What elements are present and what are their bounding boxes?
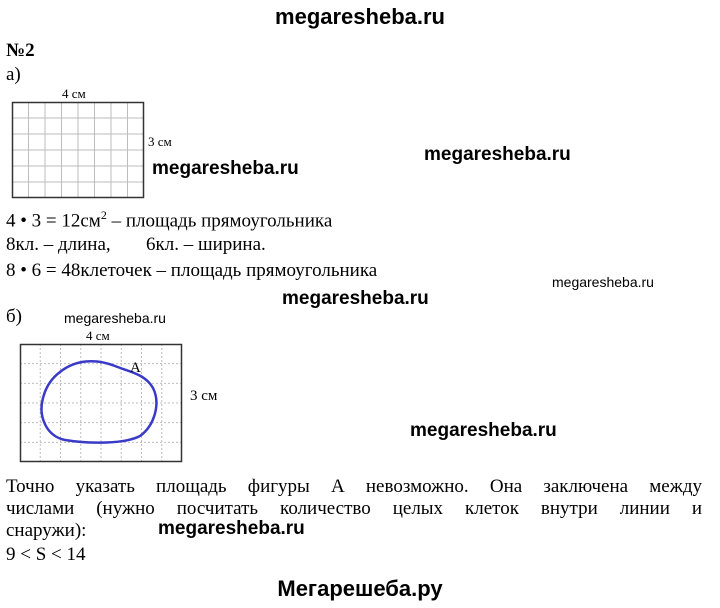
part-b-height-label: 3 см: [190, 388, 218, 404]
part-b-label: б): [6, 306, 22, 327]
part-b-paragraph-line2: числами (нужно посчитать количество целых клеток внутри линии и: [6, 498, 702, 519]
part-a-label: а): [6, 64, 21, 85]
part-b-rectangle-grid: [20, 344, 182, 462]
part-a-rectangle-grid: [12, 102, 144, 198]
part-a-line2-right: 6кл. – ширина.: [146, 234, 266, 255]
watermark-2: megaresheba.ru: [424, 144, 571, 165]
part-a-width-label: 4 см: [62, 86, 86, 101]
part-b-paragraph-line1: Точно указать площадь фигуры А невозможно. Она заключена между: [6, 476, 702, 497]
watermark-1: megaresheba.ru: [152, 158, 299, 179]
part-a-height-label: 3 см: [148, 134, 172, 149]
part-a-line2-left: 8кл. – длина,: [6, 234, 111, 255]
header-watermark: megaresheba.ru: [275, 4, 445, 29]
part-a-line1: 4 • $3 = 12см^2$ – площадь прямоугольника: [6, 208, 333, 232]
figure-a-label: А: [130, 360, 141, 376]
watermark-7: megaresheba.ru: [158, 518, 305, 539]
watermark-3: megaresheba.ru: [552, 274, 654, 290]
part-b-width-label: 4 см: [86, 328, 110, 343]
inequality: 9 < S < 14: [6, 544, 86, 565]
watermark-6: megaresheba.ru: [410, 420, 557, 441]
watermark-5: megaresheba.ru: [64, 310, 166, 326]
part-b-paragraph-line3: снаружи):: [6, 520, 87, 541]
watermark-4: megaresheba.ru: [282, 288, 429, 309]
part-a-line3: 8 • 6 = 48клеточек – площадь прямоугольника: [6, 260, 378, 281]
footer-watermark: Мегарешеба.ру: [277, 576, 443, 601]
problem-number: №2: [6, 40, 35, 61]
